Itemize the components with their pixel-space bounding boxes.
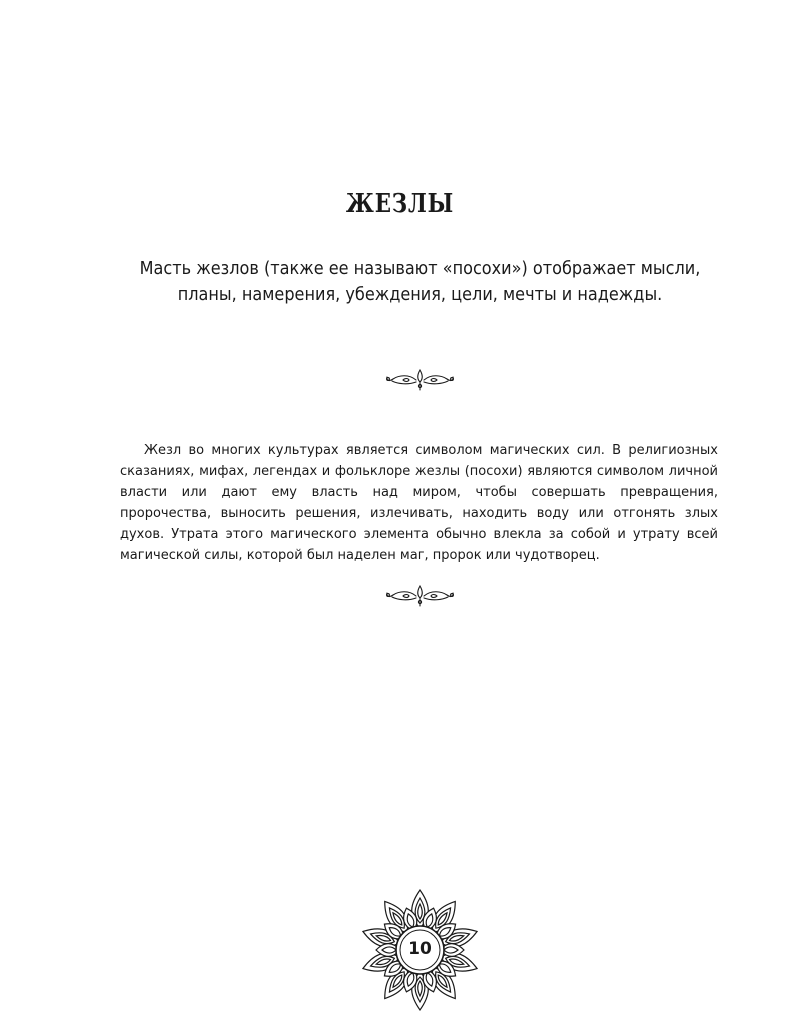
- suit-description: Масть жезлов (также ее называют «посохи») отображает мысли, планы, намерения, убеждения, цели, мечты и надежды.: [139, 259, 701, 305]
- page-title: ЖЕЗЛЫ: [345, 189, 455, 219]
- flourish-divider-icon: [383, 583, 457, 609]
- page-number: 10: [408, 939, 432, 959]
- body-paragraph: Жезл во многих культурах является символом магических сил. В религиозных сказаниях, мифах, легендах и фольклоре жезлы (посохи) являются символом личной власти или дают ему власть над миром, чтобы совершать превращения, пророчества, выносить решения, излечивать, находить воду или отгонять злых духов. Утрата этого магического элемента обычно влекла за собой и утрату всей магической силы, которой был наделен маг, пророк или чудотворец.: [120, 443, 718, 563]
- flourish-divider-icon: [383, 367, 457, 393]
- page-number-badge: [358, 888, 482, 1012]
